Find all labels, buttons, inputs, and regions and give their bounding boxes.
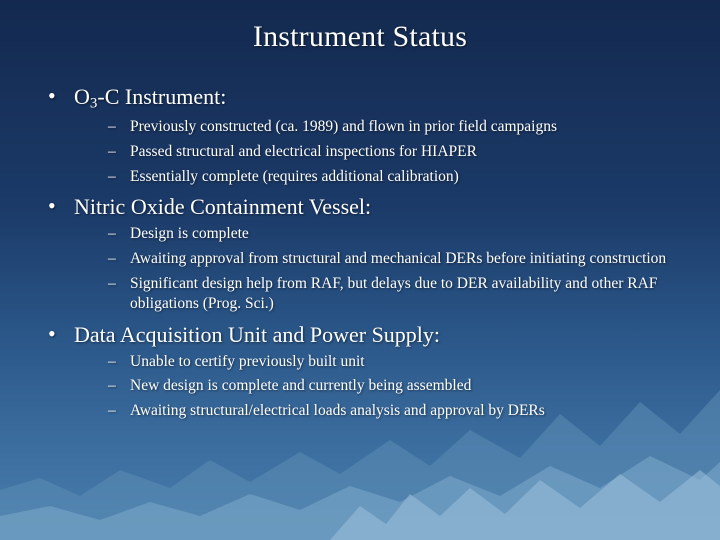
bullet-list-level2 — [74, 352, 684, 421]
list-item-label: Essentially complete (requires additional calibration) — [130, 167, 459, 185]
list-item — [74, 249, 684, 269]
dash-bullet-icon: – — [108, 250, 116, 268]
list-item-subscript: 3 — [89, 95, 98, 112]
list-item — [74, 376, 684, 396]
dash-bullet-icon: – — [108, 402, 116, 420]
bullet-marker-icon: • — [48, 83, 56, 108]
list-item — [74, 167, 684, 187]
list-item-label: Significant design help from RAF, but delays due to DER availability and other RAF obligations (Prog. Sci.) — [130, 275, 658, 312]
list-item-label: Nitric Oxide Containment Vessel: — [74, 194, 372, 220]
list-item — [36, 322, 684, 421]
dash-bullet-icon: – — [108, 275, 116, 293]
dash-bullet-icon: – — [108, 117, 116, 135]
list-item-label-cont: -C Instrument: — [97, 84, 227, 109]
list-item — [74, 142, 684, 162]
bullet-marker-icon: • — [48, 320, 56, 346]
list-item — [74, 224, 684, 244]
list-item — [74, 352, 684, 372]
list-item-label: New design is complete and currently being assembled — [130, 377, 472, 395]
list-item-label: Awaiting structural/electrical loads analysis and approval by DERs — [130, 402, 545, 420]
bullet-list-container — [36, 84, 684, 429]
bullet-list-level1 — [36, 84, 684, 421]
list-item-label: Data Acquisition Unit and Power Supply: — [74, 321, 441, 347]
dash-bullet-icon: – — [108, 142, 116, 160]
list-item — [36, 84, 684, 186]
bullet-list-level2 — [74, 224, 684, 313]
list-item-label: Passed structural and electrical inspections for HIAPER — [130, 142, 477, 160]
bullet-list-level2 — [74, 117, 684, 186]
dash-bullet-icon: – — [108, 225, 116, 243]
list-item-label: Design is complete — [130, 225, 249, 243]
bullet-marker-icon: • — [48, 193, 56, 219]
page-title: Instrument Status — [252, 20, 468, 53]
dash-bullet-icon: – — [108, 352, 116, 370]
list-item-label: Unable to certify previously built unit — [130, 352, 365, 370]
list-item — [74, 401, 684, 421]
list-item-label: Awaiting approval from structural and mechanical DERs before initiating construction — [130, 250, 667, 268]
list-item — [74, 274, 684, 314]
list-item — [36, 194, 684, 313]
list-item-label: O — [74, 84, 90, 109]
dash-bullet-icon: – — [108, 167, 116, 185]
list-item-label: Previously constructed (ca. 1989) and flown in prior field campaigns — [130, 117, 557, 135]
list-item — [74, 117, 684, 137]
dash-bullet-icon: – — [108, 377, 116, 395]
